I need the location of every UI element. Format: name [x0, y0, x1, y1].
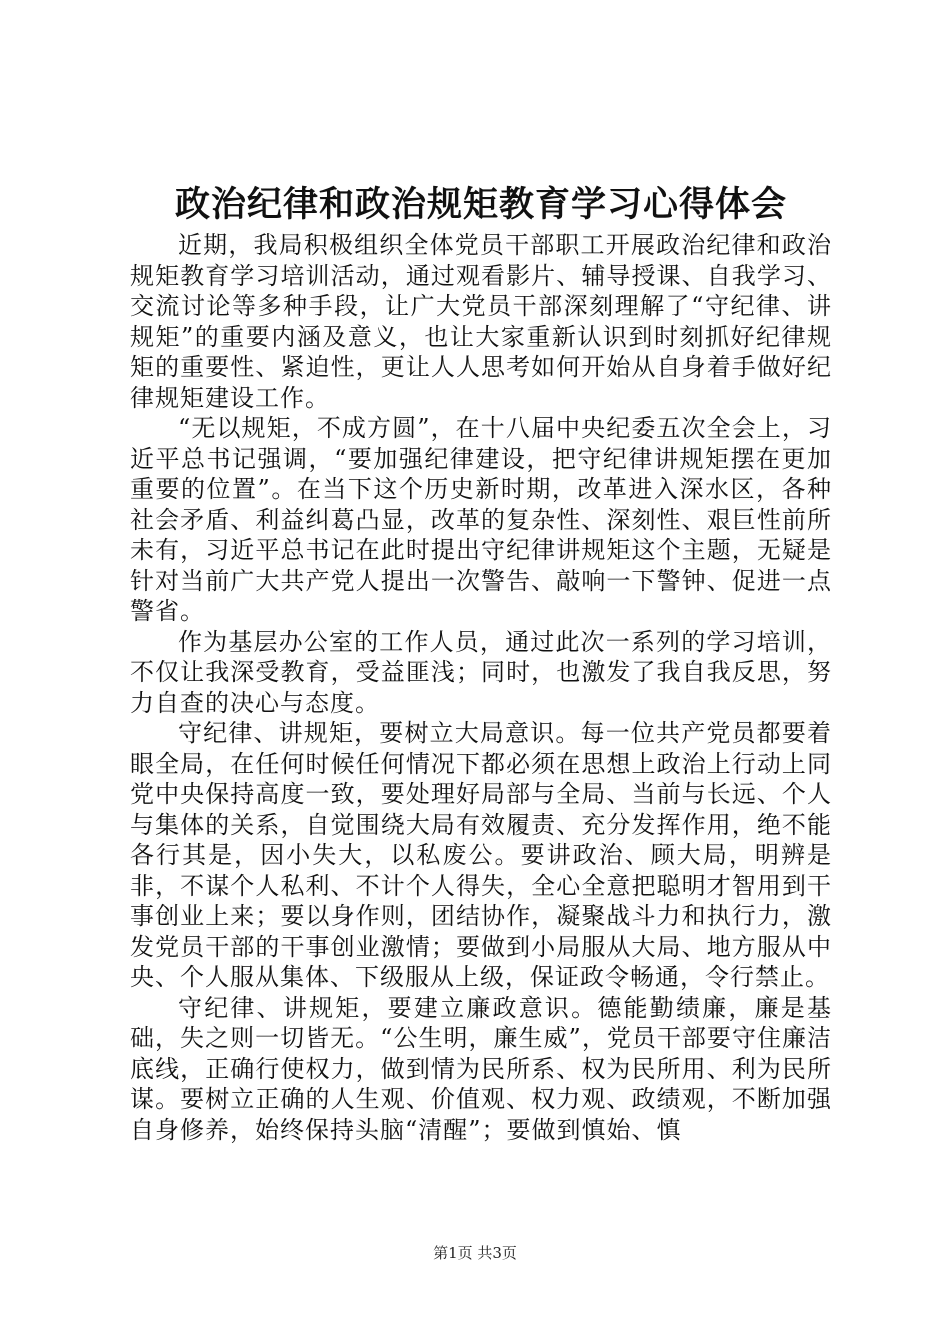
paragraph-4: 守纪律、讲规矩，要树立大局意识。每一位共产党员都要着眼全局，在任何时候任何情况下都必须在思想上政治上行动上同党中央保持高度一致，要处理好局部与全局、当前与长远、个人与集体的关系，自觉围绕大局有效履责、充分发挥作用，绝不能各行其是，因小失大，以私废公。要讲政治、顾大局，明辨是非，不谋个人私利、不计个人得失，全心全意把聪明才智用到干事创业上来；要以身作则，团结协作，凝聚战斗力和执行力，激发党员干部的干事创业激情；要做到小局服从大局、地方服从中央、个人服从集体、下级服从上级，保证政令畅通，令行禁止。 — [130, 719, 832, 991]
paragraph-3: 作为基层办公室的工作人员，通过此次一系列的学习培训，不仅让我深受教育，受益匪浅；同时，也激发了我自我反思，努力自查的决心与态度。 — [130, 627, 832, 717]
paragraph-5: 守纪律、讲规矩，要建立廉政意识。德能勤绩廉，廉是基础，失之则一切皆无。“公生明，廉生威”，党员干部要守住廉洁底线，正确行使权力，做到情为民所系、权为民所用、利为民所谋。要树立正确的人生观、价值观、权力观、政绩观，不断加强自身修养，始终保持头脑“清醒”；要做到慎始、慎 — [130, 993, 832, 1144]
document-body — [130, 180, 832, 1145]
paragraph-1: 近期，我局积极组织全体党员干部职工开展政治纪律和政治规矩教育学习培训活动，通过观看影片、辅导授课、自我学习、交流讨论等多种手段，让广大党员干部深刻理解了“守纪律、讲规矩”的重要内涵及意义，也让大家重新认识到时刻抓好纪律规矩的重要性、紧迫性，更让人人思考如何开始从自身着手做好纪律规矩建设工作。 — [130, 231, 832, 412]
document-title: 政治纪律和政治规矩教育学习心得体会 — [174, 184, 787, 225]
page-footer: 第1页 共3页 — [433, 1244, 517, 1262]
paragraph-2: “无以规矩，不成方圆”，在十八届中央纪委五次全会上，习近平总书记强调，“要加强纪律建设，把守纪律讲规矩摆在更加重要的位置”。在当下这个历史新时期，改革进入深水区，各种社会矛盾、利益纠葛凸显，改革的复杂性、深刻性、艰巨性前所未有，习近平总书记在此时提出守纪律讲规矩这个主题，无疑是针对当前广大共产党人提出一次警告、敲响一下警钟、促进一点警省。 — [130, 414, 832, 625]
